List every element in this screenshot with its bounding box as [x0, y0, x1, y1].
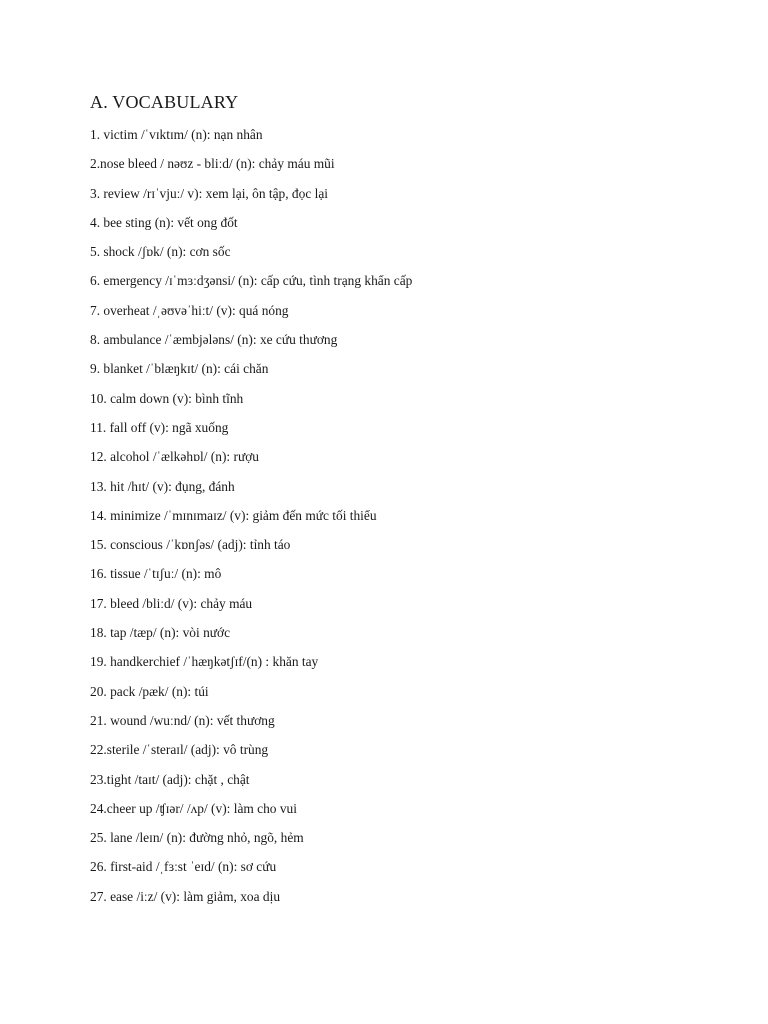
vocab-item-24: 24.cheer up /ʧɪər/ /ʌp/ (v): làm cho vui — [90, 800, 297, 816]
vocab-item-3: 3. review /rɪˈvjuː/ v): xem lại, ôn tập, đọc lại — [90, 185, 328, 201]
vocab-item-12: 12. alcohol /ˈælkəhɒl/ (n): rượu — [90, 449, 259, 465]
vocab-item-9: 9. blanket /ˈblæŋkɪt/ (n): cái chăn — [90, 361, 269, 377]
vocab-item-26: 26. first-aid /ˌfɜːst ˈeɪd/ (n): sơ cứu — [90, 859, 277, 875]
vocab-item-14: 14. minimize /ˈmɪnɪmaɪz/ (v): giảm đến mức tối thiểu — [90, 507, 377, 523]
vocab-item-23: 23.tight /taɪt/ (adj): chặt , chật — [90, 771, 250, 787]
vocab-item-21: 21. wound /wuːnd/ (n): vết thương — [90, 712, 275, 728]
vocab-item-4: 4. bee sting (n): vết ong đốt — [90, 214, 238, 230]
vocab-item-1: 1. victim /ˈvɪktɪm/ (n): nạn nhân — [90, 127, 263, 142]
vocab-item-2: 2.nose bleed / nəʊz - bliːd/ (n): chảy máu mũi — [90, 156, 335, 172]
vocab-item-22: 22.sterile /ˈsteraɪl/ (adj): vô trùng — [90, 742, 269, 758]
vocab-item-20: 20. pack /pæk/ (n): túi — [90, 683, 209, 699]
vocab-item-19: 19. handkerchief /ˈhæŋkətʃɪf/(n) : khăn tay — [90, 654, 319, 670]
vocab-item-5: 5. shock /ʃɒk/ (n): cơn sốc — [90, 244, 231, 260]
section-heading: A. VOCABULARY — [90, 92, 239, 112]
vocab-item-11: 11. fall off (v): ngã xuống — [90, 419, 229, 435]
vocabulary-list — [90, 124, 412, 915]
vocab-item-16: 16. tissue /ˈtɪʃuː/ (n): mô — [90, 566, 222, 582]
vocab-item-27: 27. ease /iːz/ (v): làm giảm, xoa dịu — [90, 888, 281, 904]
vocab-item-17: 17. bleed /bliːd/ (v): chảy máu — [90, 595, 253, 611]
vocab-item-10: 10. calm down (v): bình tĩnh — [90, 390, 244, 406]
vocab-item-18: 18. tap /tæp/ (n): vòi nước — [90, 625, 231, 641]
vocab-item-7: 7. overheat /ˌəʊvəˈhiːt/ (v): quá nóng — [90, 302, 289, 318]
vocab-item-15: 15. conscious /ˈkɒnʃəs/ (adj): tỉnh táo — [90, 537, 291, 553]
vocab-item-13: 13. hit /hɪt/ (v): đụng, đánh — [90, 478, 235, 494]
vocab-item-6: 6. emergency /ɪˈmɜːdʒənsi/ (n): cấp cứu, tình trạng khẩn cấp — [90, 273, 413, 289]
vocab-item-25: 25. lane /leɪn/ (n): đường nhỏ, ngõ, hẻm — [90, 830, 304, 846]
vocab-item-8: 8. ambulance /ˈæmbjələns/ (n): xe cứu thương — [90, 332, 338, 348]
